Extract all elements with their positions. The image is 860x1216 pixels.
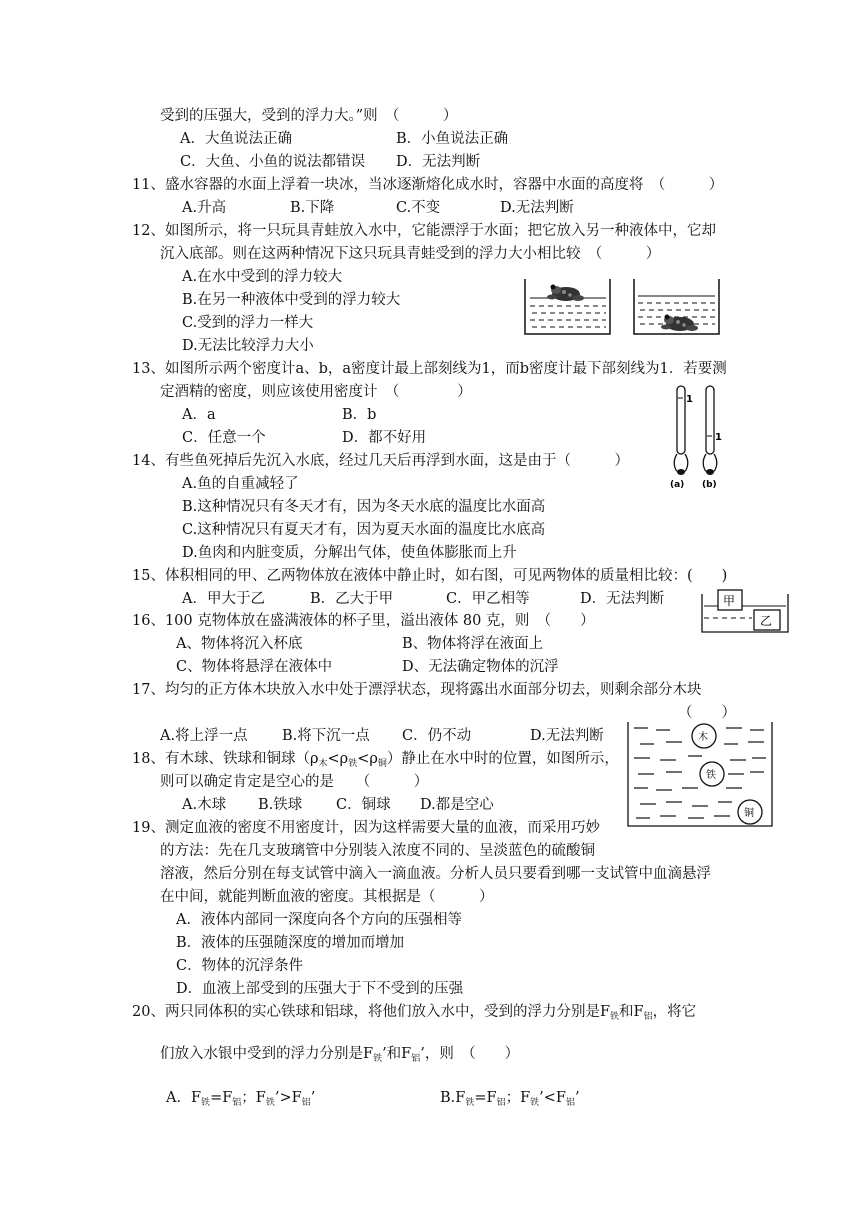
q16-stem: 16、100 克物体放在盛满液体的杯子里，溢出液体 80 克，则 （ ） xyxy=(132,613,595,629)
q13-option-c: C．任意一个 xyxy=(182,430,266,446)
q10-option-a: A．大鱼说法正确 xyxy=(180,131,292,147)
block-yi xyxy=(754,610,780,630)
q16-option-d: D、无法确定物体的沉浮 xyxy=(402,659,559,675)
q18-option-b: B.铁球 xyxy=(258,797,303,813)
q17-option-a: A.将上浮一点 xyxy=(160,728,248,744)
q13-option-b: B．b xyxy=(342,407,377,423)
q10-stem-continuation: 受到的压强大，受到的浮力大。”则 （ ） xyxy=(160,108,458,124)
q19-stem-line1: 19、测定血液的密度不用密度计，因为这样需要大量的血液，而采用巧妙 xyxy=(132,820,600,836)
hydrometer-a-mark: 1 xyxy=(686,394,693,405)
q20-option-b: $B.F_铁=F_铝$；$F_铁’<F_铝$’ xyxy=(440,1090,580,1108)
q20-option-a: A．$F_铁=F_铝$；$F_铁’>F_铝$’ xyxy=(166,1090,316,1108)
q15-stem: 15、体积相同的甲、乙两物体放在液体中静止时，如右图，可见两物体的质量相比较：( ) xyxy=(132,568,728,584)
container-water xyxy=(525,279,610,334)
q15-container-figure xyxy=(700,588,790,636)
q10-option-d: D．无法判断 xyxy=(396,154,481,170)
q14-option-a: A.鱼的自重减轻了 xyxy=(182,476,299,492)
q15-option-a: A．甲大于乙 xyxy=(182,591,265,607)
q18-stem-line1: 18、有木球、铁球和铜球$(\rho_木<\rho_铁<\rho_铜)$静止在水中时的位置，如图所示， xyxy=(132,751,619,769)
hydrometer-b-label: (b) xyxy=(702,480,717,490)
q16-option-c: C、物体将悬浮在液体中 xyxy=(176,659,333,675)
q18-option-c: C．铜球 xyxy=(336,797,391,813)
q18-balls-figure xyxy=(626,718,776,830)
hydrometer-b-mark: 1 xyxy=(715,432,722,443)
ball-copper-label: 铜 xyxy=(744,808,754,819)
ball-iron-label: 铁 xyxy=(706,770,716,781)
q12-option-a: A.在水中受到的浮力较大 xyxy=(182,269,343,285)
q18-stem-line2: 则可以确定肯定是空心的是 （ ） xyxy=(160,774,429,790)
q19-option-b: B．液体的压强随深度的增加而增加 xyxy=(176,935,405,951)
q19-stem-line3: 溶液，然后分别在每支试管中滴入一滴血液。分析人员只要看到哪一支试管中血滴悬浮 xyxy=(160,866,711,882)
q16-option-b: B、物体将浮在液面上 xyxy=(402,636,544,652)
q14-option-c: C.这种情况只有夏天才有，因为夏天水面的温度比水底高 xyxy=(182,522,546,538)
q13-hydrometer-figure xyxy=(664,384,728,490)
q14-stem: 14、有些鱼死掉后先沉入水底，经过几天后再浮到水面，这是由于（ ） xyxy=(132,453,629,469)
q12-frog-figure xyxy=(522,276,722,338)
q19-option-c: C．物体的沉浮条件 xyxy=(176,958,304,974)
q17-answer-paren: （ ） xyxy=(678,705,736,721)
block-yi-label: 乙 xyxy=(760,614,773,628)
q15-option-c: C．甲乙相等 xyxy=(446,591,530,607)
q16-option-a: A、物体将沉入杯底 xyxy=(176,636,303,652)
q18-option-d: D.都是空心 xyxy=(420,797,494,813)
container-other-liquid xyxy=(634,279,719,334)
q12-option-d: D.无法比较浮力大小 xyxy=(182,338,314,354)
q13-stem-line2: 定酒精的密度，则应该使用密度计 （ ） xyxy=(160,384,472,400)
hydrometer-b xyxy=(702,386,722,490)
q13-option-a: A．a xyxy=(182,407,216,423)
q13-option-d: D．都不好用 xyxy=(342,430,427,446)
ball-iron xyxy=(700,762,724,786)
q18-option-a: A.木球 xyxy=(182,797,227,813)
q14-option-b: B.这种情况只有冬天才有，因为冬天水底的温度比水面高 xyxy=(182,499,546,515)
q17-stem: 17、均匀的正方体木块放入水中处于漂浮状态，现将露出水面部分切去，则剩余部分木块 xyxy=(132,682,702,698)
q11-option-c: C.不变 xyxy=(396,200,441,216)
block-jia xyxy=(718,590,742,610)
q20-stem-line2: 们放入水银中受到的浮力分别是$F_铁$’和$F_铝$’，则 （ ） xyxy=(160,1046,520,1064)
q10-option-c: C．大鱼、小鱼的说法都错误 xyxy=(180,154,366,170)
ball-wood-label: 木 xyxy=(698,732,708,743)
q11-stem: 11、盛水容器的水面上浮着一块冰，当冰逐渐熔化成水时，容器中水面的高度将 （ ） xyxy=(132,177,724,193)
q11-option-a: A.升高 xyxy=(182,200,227,216)
q19-stem-line4: 在中间，就能判断血液的密度。其根据是（ ） xyxy=(160,889,494,905)
q17-option-b: B.将下沉一点 xyxy=(282,728,370,744)
q12-option-c: C.受到的浮力一样大 xyxy=(182,315,314,331)
q11-option-d: D.无法判断 xyxy=(500,200,574,216)
q15-option-d: D．无法判断 xyxy=(580,591,665,607)
ball-copper xyxy=(738,800,762,824)
q17-option-d: D.无法判断 xyxy=(530,728,604,744)
q19-option-a: A．液体内部同一深度向各个方向的压强相等 xyxy=(176,912,462,928)
q11-option-b: B.下降 xyxy=(290,200,335,216)
q19-option-d: D．血液上部受到的压强大于下不受到的压强 xyxy=(176,981,464,997)
q12-stem-line2: 沉入底部。则在这两种情况下这只玩具青蛙受到的浮力大小相比较 （ ） xyxy=(160,246,661,262)
q19-stem-line2: 的方法：先在几支玻璃管中分别装入浓度不同的、呈淡蓝色的硫酸铜 xyxy=(160,843,595,859)
q12-option-b: B.在另一种液体中受到的浮力较大 xyxy=(182,292,401,308)
block-jia-label: 甲 xyxy=(723,594,736,608)
q12-stem-line1: 12、如图所示，将一只玩具青蛙放入水中，它能漂浮于水面；把它放入另一种液体中，它却 xyxy=(132,223,716,239)
q10-option-b: B．小鱼说法正确 xyxy=(396,131,509,147)
q20-stem-line1: 20、两只同体积的实心铁球和铝球，将他们放入水中，受到的浮力分别是$F_铁$和$F_铝$，将它 xyxy=(132,1004,697,1022)
ball-wood xyxy=(692,724,716,748)
frog-icon xyxy=(547,285,584,302)
q14-option-d: D.鱼肉和内脏变质，分解出气体，使鱼体膨胀而上升 xyxy=(182,545,517,561)
hydrometer-a-label: (a) xyxy=(670,480,685,490)
q15-option-b: B．乙大于甲 xyxy=(310,591,394,607)
q17-option-c: C．仍不动 xyxy=(402,728,472,744)
hydrometer-a xyxy=(670,386,693,490)
q13-stem-line1: 13、如图所示两个密度计a、b，a密度计最上部刻线为1，而b密度计最下部刻线为1．若要测 xyxy=(132,361,727,377)
